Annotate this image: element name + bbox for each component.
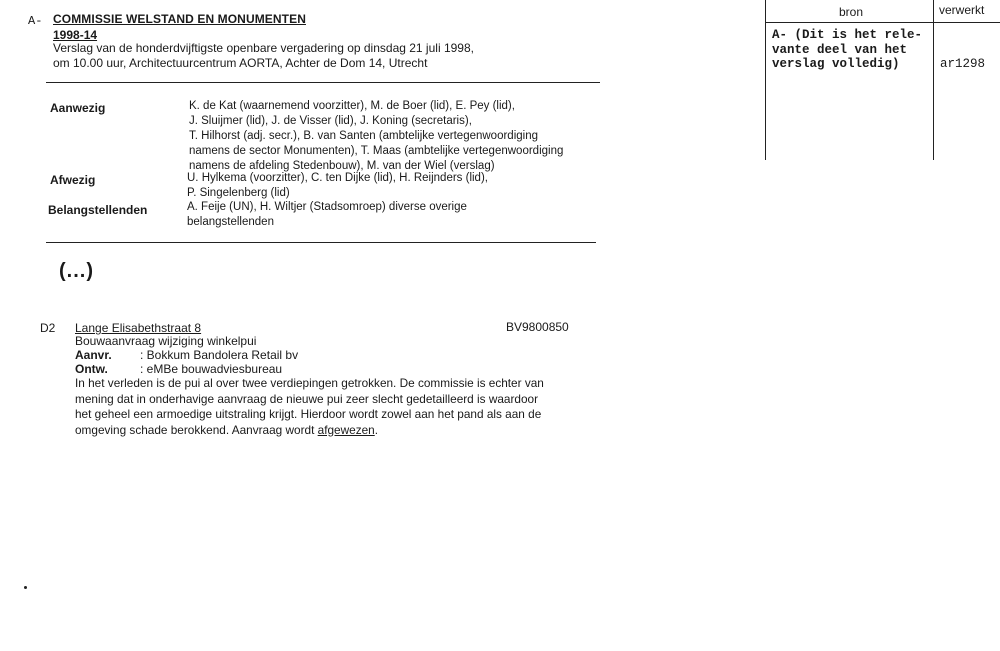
document-number: 1998-14 — [53, 28, 98, 42]
column-header-processed: verwerkt — [939, 3, 985, 17]
applicant-value: : Bokkum Bandolera Retail bv — [140, 348, 299, 362]
archive-table — [763, 0, 1000, 162]
processed-code: ar1298 — [940, 57, 986, 71]
omission-marker: (...) — [59, 260, 94, 282]
absent-list — [187, 171, 488, 201]
stakeholders-line: A. Feije (UN), H. Wiltjer (Stadsomroep) diverse overige — [187, 201, 467, 213]
present-line: J. Sluijmer (lid), J. de Visser (lid), J. Koning (secretaris), — [189, 115, 472, 127]
stakeholders-list — [187, 200, 467, 230]
case-text-prefix: omgeving schade berokkend. Aanvraag wordt — [75, 422, 318, 437]
stakeholders-label: Belangstellenden — [48, 203, 148, 217]
present-line: namens de sector Monumenten), T. Maas (ambtelijke vertegenwoordiging — [189, 145, 564, 157]
case-address: Lange Elisabethstraat 8 — [75, 321, 202, 335]
case-request-type: Bouwaanvraag wijziging winkelpui — [75, 334, 257, 348]
divider-top — [46, 82, 600, 83]
case-text-suffix: . — [374, 422, 378, 437]
absent-line: P. Singelenberg (lid) — [187, 187, 290, 199]
absent-label: Afwezig — [50, 173, 96, 187]
source-note-line: verslag volledig) — [772, 57, 900, 71]
case-text-line: het geheel een armoedige uitstraling krijgt. Hierdoor wordt zowel aan het pand als aan de — [75, 407, 542, 421]
column-header-source: bron — [839, 5, 864, 19]
case-text-line-last — [75, 423, 544, 439]
meeting-intro-line-2: om 10.00 uur, Architectuurcentrum AORTA, Achter de Dom 14, Utrecht — [53, 56, 428, 70]
designer-value: : eMBe bouwadviesbureau — [140, 362, 283, 376]
present-line: namens de afdeling Stedenbouw), M. van der Wiel (verslag) — [189, 160, 495, 172]
source-note — [772, 28, 922, 72]
meeting-intro-line-1: Verslag van de honderdvijftigste openbare vergadering op dinsdag 21 juli 1998, — [53, 41, 474, 55]
absent-line: U. Hylkema (voorzitter), C. ten Dijke (lid), H. Reijnders (lid), — [187, 172, 488, 184]
designer-label: Ontw. — [75, 362, 108, 376]
present-line: K. de Kat (waarnemend voorzitter), M. de Boer (lid), E. Pey (lid), — [189, 100, 515, 112]
case-text-line: In het verleden is de pui al over twee verdiepingen getrokken. De commissie is echter van — [75, 376, 544, 390]
section-marker: A- — [28, 14, 43, 28]
present-list — [189, 99, 563, 174]
table-border-middle — [933, 0, 934, 160]
table-header-rule — [765, 22, 1000, 23]
applicant-label: Aanvr. — [75, 348, 112, 362]
present-line: T. Hilhorst (adj. secr.), B. van Santen (ambtelijke vertegenwoordiging — [189, 130, 538, 142]
scan-speck — [24, 586, 27, 589]
present-label: Aanwezig — [50, 101, 106, 115]
document-title: COMMISSIE WELSTAND EN MONUMENTEN — [53, 12, 306, 26]
stakeholders-line: belangstellenden — [187, 216, 274, 228]
case-code: D2 — [40, 321, 56, 335]
case-decision: afgewezen — [317, 422, 375, 437]
source-note-line: A- (Dit is het rele- — [772, 28, 923, 42]
source-note-line: vante deel van het — [772, 42, 908, 57]
case-reference-number: BV9800850 — [506, 320, 569, 334]
divider-bottom — [46, 242, 596, 243]
table-border-left — [765, 0, 766, 160]
case-text-line: mening dat in onderhavige aanvraag de nieuwe pui zeer slecht gedetailleerd is waardoor — [75, 391, 538, 406]
case-assessment-text — [75, 376, 544, 438]
